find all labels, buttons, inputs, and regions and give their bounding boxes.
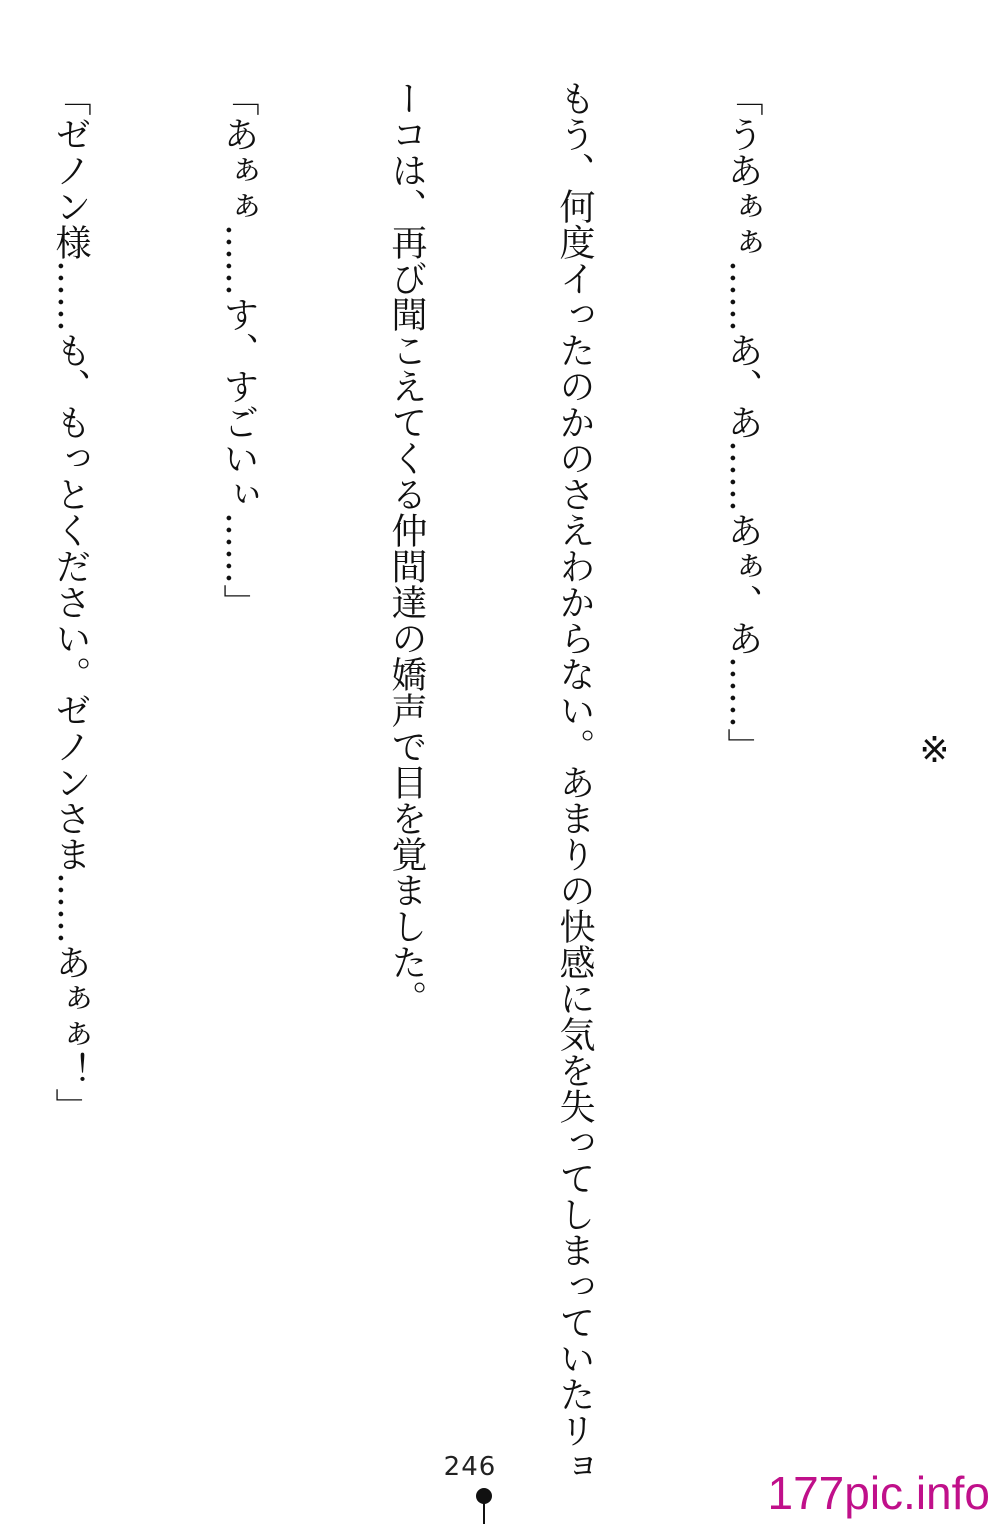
page-marker-stem [483, 1500, 485, 1524]
text-line: 「ゼノン様……も、もっとください。ゼノンさま……あぁぁ！」 [50, 80, 91, 1124]
section-break-mark: ※ [914, 730, 955, 771]
text-line: もう、何度イったのかのさえわからない。あまりの快感に気を失ってしまっていたリョ [554, 80, 595, 1484]
text-line: 「あぁぁ……す、すごいぃ……」 [218, 80, 259, 620]
page-number: 246 [443, 1452, 497, 1482]
text-line: ーコは、再び聞こえてくる仲間達の嬌声で目を覚ました。 [386, 80, 427, 1016]
text-line: 「うあぁぁ……あ、あ……あぁ、あ……」 [722, 80, 763, 764]
site-watermark: 177pic.info [767, 1467, 990, 1519]
